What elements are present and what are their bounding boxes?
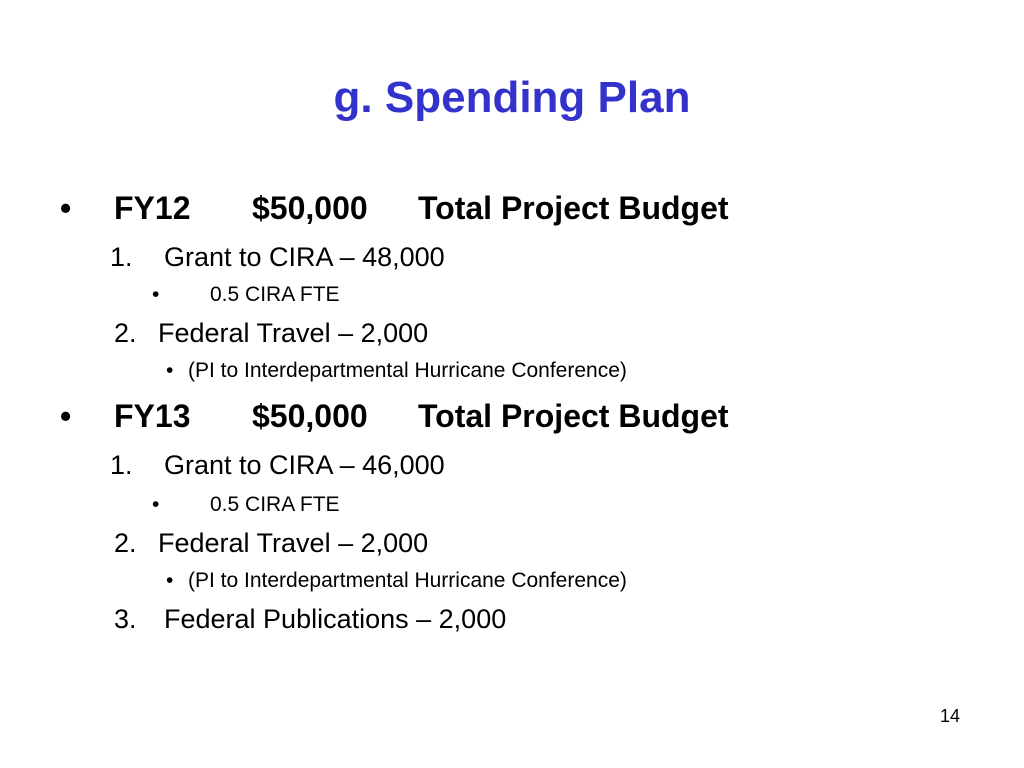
fy13-item-2-marker: 2. xyxy=(114,528,137,558)
fy13-item-1-marker: 1. xyxy=(110,450,133,480)
fy13-item-2-sub-text: (PI to Interdepartmental Hurricane Conference) xyxy=(188,569,627,592)
fy12-item-1-text: Grant to CIRA – 48,000 xyxy=(164,242,445,272)
fy13-item-1-text: Grant to CIRA – 46,000 xyxy=(164,450,445,480)
fy12-item-2-sub-bullet: • xyxy=(166,359,174,382)
fy12-item-2-text: Federal Travel – 2,000 xyxy=(158,318,429,348)
slide-title: g. Spending Plan xyxy=(333,73,691,122)
fy13-bullet: • xyxy=(60,398,72,434)
page-number: 14 xyxy=(939,706,960,726)
fy13-year: FY13 xyxy=(114,398,191,434)
fy12-item-2-sub-text: (PI to Interdepartmental Hurricane Conference) xyxy=(188,359,627,382)
fy13-amount: $50,000 xyxy=(252,398,368,434)
fy13-item-3-marker: 3. xyxy=(114,604,137,634)
fy12-item-1-marker: 1. xyxy=(110,242,133,272)
fy12-item-1-sub-text: 0.5 CIRA FTE xyxy=(210,283,340,306)
fy12-year: FY12 xyxy=(114,190,191,226)
fy13-item-3-text: Federal Publications – 2,000 xyxy=(164,604,507,634)
fy13-item-1-sub-text: 0.5 CIRA FTE xyxy=(210,493,340,516)
fy12-item-2-marker: 2. xyxy=(114,318,137,348)
fy13-item-2-sub-bullet: • xyxy=(166,569,174,592)
fy13-item-1-sub-bullet: • xyxy=(152,493,160,516)
fy12-amount: $50,000 xyxy=(252,190,368,226)
fy13-item-2-text: Federal Travel – 2,000 xyxy=(158,528,429,558)
fy12-budget-label: Total Project Budget xyxy=(418,190,729,226)
fy12-item-1-sub-bullet: • xyxy=(152,283,160,306)
fy12-bullet: • xyxy=(60,190,72,226)
fy13-budget-label: Total Project Budget xyxy=(418,398,729,434)
